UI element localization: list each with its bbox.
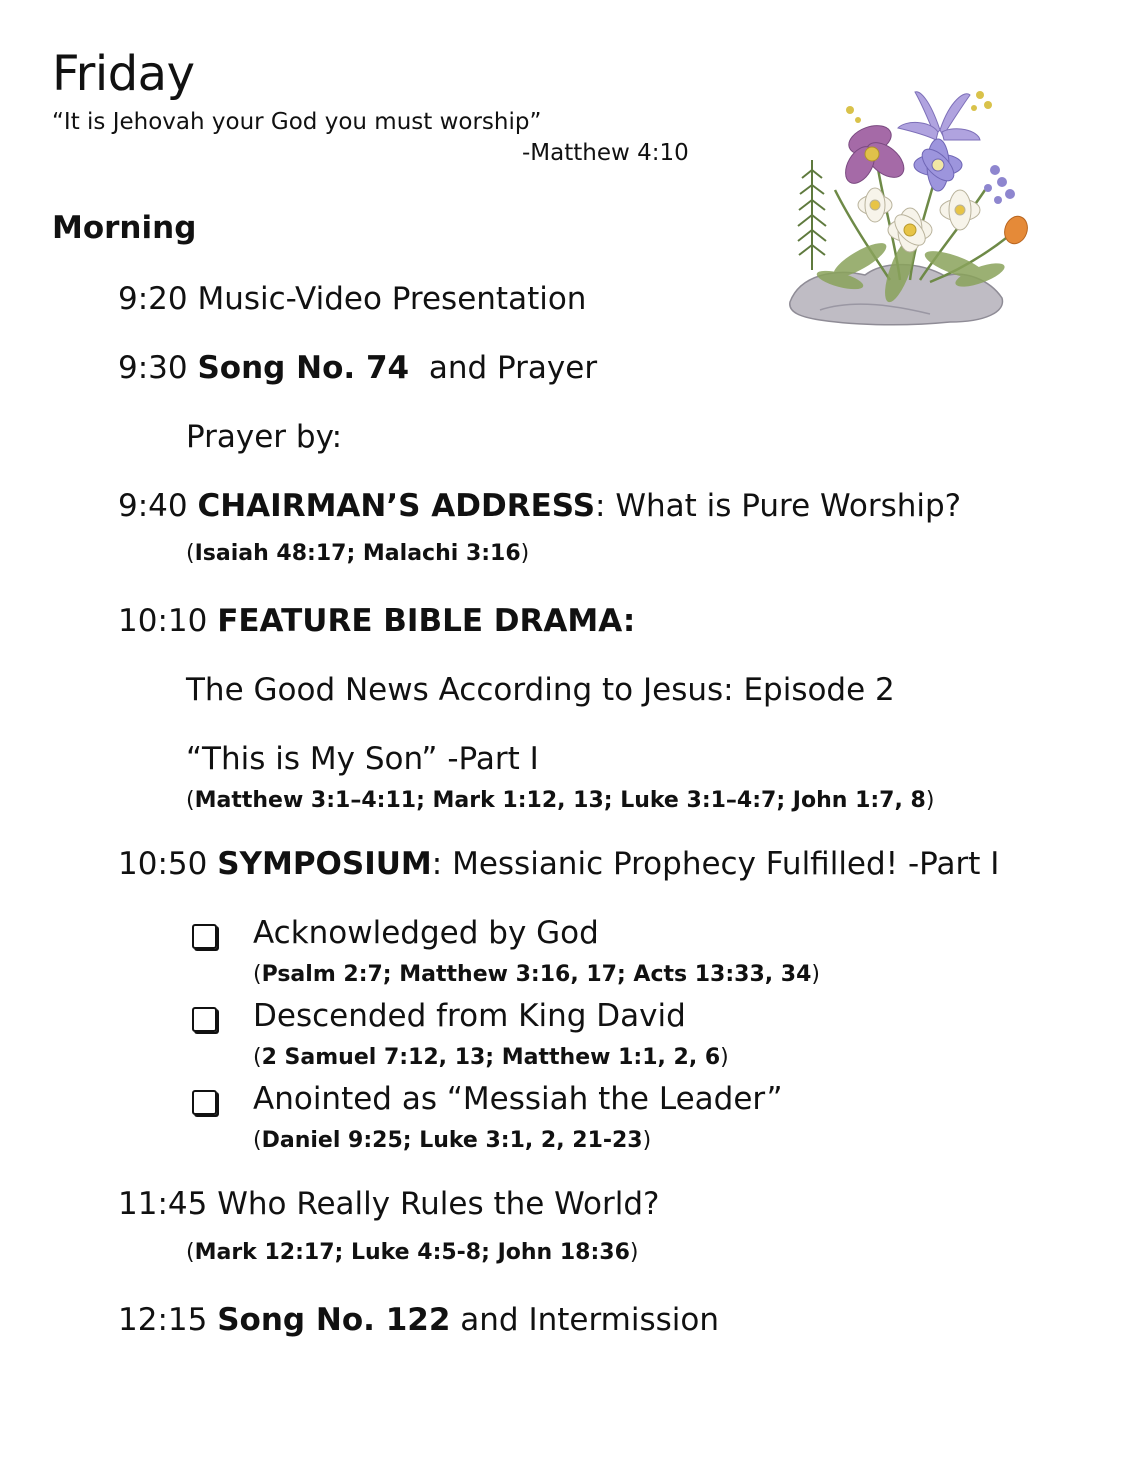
program-item-chairman-address — [118, 488, 961, 524]
item-time: 10:10 — [118, 603, 208, 639]
item-time: 11:45 — [118, 1186, 208, 1222]
scripture-reference: (Psalm 2:7; Matthew 3:16, 17; Acts 13:33, 34) — [253, 962, 821, 987]
drama-part: “This is My Son” -Part I — [186, 741, 539, 777]
item-time: 10:50 — [118, 846, 208, 882]
prayer-by-line: Prayer by: — [186, 419, 343, 455]
symposium-point-1: Acknowledged by God — [253, 915, 599, 951]
item-heading: SYMPOSIUM — [217, 846, 432, 882]
item-time: 9:40 — [118, 488, 188, 524]
item-text: and Intermission — [460, 1302, 719, 1338]
theme-quote: “It is Jehovah your God you must worship” — [52, 109, 542, 135]
item-heading: FEATURE BIBLE DRAMA: — [217, 603, 636, 639]
program-item-song-intermission — [118, 1302, 719, 1338]
checkbox-icon — [192, 1090, 217, 1115]
scripture-reference: (Isaiah 48:17; Malachi 3:16) — [186, 541, 530, 566]
scripture-reference: (Matthew 3:1–4:11; Mark 1:12, 13; Luke 3:1–4:7; John 1:7, 8) — [186, 788, 935, 813]
reference-text: Isaiah 48:17; Malachi 3:16 — [194, 541, 521, 566]
magenta-flower — [840, 120, 911, 188]
item-heading: CHAIRMAN’S ADDRESS — [197, 488, 596, 524]
program-item-who-rules — [118, 1186, 659, 1222]
program-item-symposium — [118, 846, 999, 882]
scripture-reference: (Daniel 9:25; Luke 3:1, 2, 21-23) — [253, 1128, 652, 1153]
program-item-song-prayer — [118, 350, 597, 386]
reference-text: Mark 12:17; Luke 4:5-8; John 18:36 — [194, 1240, 630, 1265]
item-time: 9:30 — [118, 350, 188, 386]
item-song-label: Song No. 74 — [197, 350, 410, 386]
white-flower-2 — [940, 190, 980, 230]
reference-text: Daniel 9:25; Luke 3:1, 2, 21-23 — [261, 1128, 643, 1153]
item-time: 12:15 — [118, 1302, 208, 1338]
item-text: : Messianic Prophecy Fulfilled! -Part I — [431, 846, 1000, 882]
symposium-point-3: Anointed as “Messiah the Leader” — [253, 1081, 783, 1117]
program-item-music-video — [118, 281, 586, 317]
item-text: Music-Video Presentation — [197, 281, 587, 317]
item-text: : What is Pure Worship? — [595, 488, 962, 524]
orange-bud — [1001, 213, 1031, 247]
item-song-label: Song No. 122 — [217, 1302, 451, 1338]
page-title: Friday — [52, 46, 195, 102]
purple-sprig — [984, 165, 1015, 204]
lavender-lily — [898, 92, 980, 140]
item-time: 9:20 — [118, 281, 188, 317]
symposium-point-2: Descended from King David — [253, 998, 686, 1034]
theme-reference: -Matthew 4:10 — [522, 140, 689, 166]
periwinkle-flower — [914, 139, 962, 191]
section-heading-morning: Morning — [52, 210, 197, 246]
fern-sprig — [798, 160, 826, 270]
scripture-reference: (Mark 12:17; Luke 4:5-8; John 18:36) — [186, 1240, 639, 1265]
reference-text: Matthew 3:1–4:11; Mark 1:12, 13; Luke 3:1–4:7; John 1:7, 8 — [194, 788, 926, 813]
program-item-bible-drama — [118, 603, 635, 639]
item-text: Who Really Rules the World? — [217, 1186, 660, 1222]
item-text: and Prayer — [428, 350, 598, 386]
reference-text: Psalm 2:7; Matthew 3:16, 17; Acts 13:33, 34 — [261, 962, 812, 987]
drama-title: The Good News According to Jesus: Episode 2 — [186, 672, 895, 708]
reference-text: 2 Samuel 7:12, 13; Matthew 1:1, 2, 6 — [261, 1045, 721, 1070]
checkbox-icon — [192, 1007, 217, 1032]
checkbox-icon — [192, 924, 217, 949]
flower-bouquet-illustration — [780, 70, 1040, 335]
scripture-reference: (2 Samuel 7:12, 13; Matthew 1:1, 2, 6) — [253, 1045, 729, 1070]
